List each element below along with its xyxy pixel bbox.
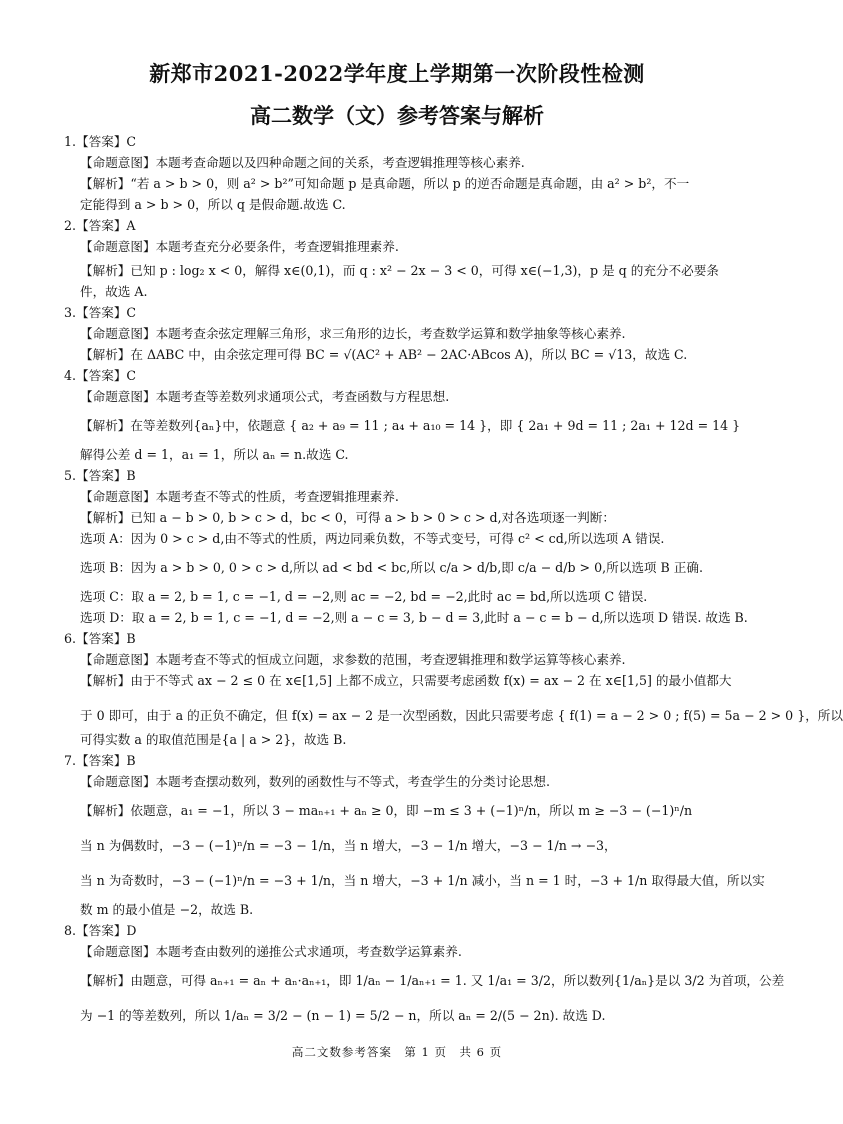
question-5 xyxy=(64,465,740,486)
analysis-line: 选项 C：取 a = 2, b = 1, c = −1, d = −2,则 ac = −2, bd = −2,此时 ac = bd,所以选项 C 错误. xyxy=(80,589,648,604)
question-number: 7. xyxy=(64,753,77,768)
analysis-line: 件，故选 A. xyxy=(80,284,148,299)
question-number: 3. xyxy=(64,305,77,320)
question-1 xyxy=(64,131,740,152)
question-number: 6. xyxy=(64,631,77,646)
question-number: 4. xyxy=(64,368,77,383)
page-footer: 高二文数参考答案 第 1 页 共 6 页 xyxy=(291,1045,503,1059)
analysis-line: 【解析】由题意，可得 aₙ₊₁ = aₙ + aₙ·aₙ₊₁，即 1/aₙ − 1/aₙ₊₁ = 1. 又 1/a₁ = 3/2，所以数列{1/aₙ}是以 3/2 为首项，公差 xyxy=(80,973,785,988)
analysis-line: 于 0 即可，由于 a 的正负不确定，但 f(x) = ax − 2 是一次型函数，因此只需要考虑 { f(1) = a − 2 > 0 ; f(5) = 5a − 2 > 0 }，所以 xyxy=(80,708,843,723)
intent-line: 【命题意图】本题考查等差数列求通项公式，考查函数与方程思想. xyxy=(80,389,450,404)
answer-content xyxy=(64,131,843,1026)
intent-line: 【命题意图】本题考查由数列的递推公式求通项，考查数学运算素养. xyxy=(80,944,462,959)
intent-line: 【命题意图】本题考查摆动数列，数列的函数性与不等式，考查学生的分类讨论思想. xyxy=(80,774,550,789)
analysis-line: 【解析】“若 a > b > 0，则 a² > b²”可知命题 p 是真命题，所以 p 的逆否命题是真命题，由 a² > b²，不一 xyxy=(80,176,690,191)
analysis-line: 【解析】依题意，a₁ = −1，所以 3 − maₙ₊₁ + aₙ ≥ 0，即 −m ≤ 3 + (−1)ⁿ/n，所以 m ≥ −3 − (−1)ⁿ/n xyxy=(80,803,693,818)
document-subtitle: 高二数学（文）参考答案与解析 xyxy=(250,103,544,128)
question-6 xyxy=(64,628,740,649)
answer-line: 【答案】C xyxy=(76,305,137,320)
analysis-line: 【解析】由于不等式 ax − 2 ≤ 0 在 x∈[1,5] 上都不成立，只需要考虑函数 f(x) = ax − 2 在 x∈[1,5] 的最小值都大 xyxy=(80,673,732,688)
question-number: 5. xyxy=(64,468,77,483)
analysis-line: 选项 D：取 a = 2, b = 1, c = −1, d = −2,则 a − c = 3, b − d = 3,此时 a − c = b − d,所以选项 D 错误. 故选 B. xyxy=(80,610,748,625)
answer-line: 【答案】B xyxy=(76,753,136,768)
question-number: 8. xyxy=(64,923,77,938)
intent-line: 【命题意图】本题考查命题以及四种命题之间的关系，考查逻辑推理等核心素养. xyxy=(80,155,525,170)
analysis-line: 为 −1 的等差数列，所以 1/aₙ = 3/2 − (n − 1) = 5/2 − n，所以 aₙ = 2/(5 − 2n). 故选 D. xyxy=(80,1008,606,1023)
analysis-line: 选项 A：因为 0 > c > d,由不等式的性质，两边同乘负数，不等式变号，可得 c² < cd,所以选项 A 错误. xyxy=(80,531,665,546)
answer-line: 【答案】A xyxy=(76,218,136,233)
answer-line: 【答案】B xyxy=(76,631,136,646)
analysis-line: 可得实数 a 的取值范围是{a | a > 2}，故选 B. xyxy=(80,732,347,747)
intent-line: 【命题意图】本题考查不等式的恒成立问题，求参数的范围，考查逻辑推理和数学运算等核心素养. xyxy=(80,652,626,667)
analysis-line: 【解析】已知 p : log₂ x < 0，解得 x∈(0,1)，而 q : x² − 2x − 3 < 0，可得 x∈(−1,3)，p 是 q 的充分不必要条 xyxy=(80,263,719,278)
answer-line: 【答案】B xyxy=(76,468,136,483)
analysis-line: 当 n 为奇数时，−3 − (−1)ⁿ/n = −3 + 1/n，当 n 增大，−3 + 1/n 减小，当 n = 1 时，−3 + 1/n 取得最大值，所以实 xyxy=(80,873,765,888)
question-7 xyxy=(64,750,740,771)
analysis-line: 【解析】在 ΔABC 中，由余弦定理可得 BC = √(AC² + AB² − 2AC·ABcos A)，所以 BC = √13，故选 C. xyxy=(80,347,688,362)
question-2 xyxy=(64,215,740,236)
analysis-line: 选项 B：因为 a > b > 0, 0 > c > d,所以 ad < bd < bc,所以 c/a > d/b,即 c/a − d/b > 0,所以选项 B 正确. xyxy=(80,560,703,575)
answer-line: 【答案】C xyxy=(76,134,137,149)
analysis-line: 【解析】在等差数列{aₙ}中，依题意 { a₂ + a₉ = 11 ; a₄ + a₁₀ = 14 }，即 { 2a₁ + 9d = 11 ; 2a₁ + 12d = 14 } xyxy=(80,418,741,433)
intent-line: 【命题意图】本题考查充分必要条件，考查逻辑推理素养. xyxy=(80,239,399,254)
question-3 xyxy=(64,302,740,323)
analysis-line: 数 m 的最小值是 −2，故选 B. xyxy=(80,902,254,917)
analysis-line: 当 n 为偶数时，−3 − (−1)ⁿ/n = −3 − 1/n，当 n 增大，−3 − 1/n 增大，−3 − 1/n → −3， xyxy=(80,838,617,853)
answer-line: 【答案】C xyxy=(76,368,137,383)
intent-line: 【命题意图】本题考查余弦定理解三角形，求三角形的边长，考查数学运算和数学抽象等核心素养. xyxy=(80,326,626,341)
analysis-line: 定能得到 a > b > 0，所以 q 是假命题.故选 C. xyxy=(80,197,346,212)
analysis-line: 【解析】已知 a − b > 0, b > c > d，bc < 0，可得 a > b > 0 > c > d,对各选项逐一判断： xyxy=(80,510,615,525)
question-number: 2. xyxy=(64,218,77,233)
question-8 xyxy=(64,920,740,941)
answer-line: 【答案】D xyxy=(76,923,137,938)
document-title: 新郑市2021-2022学年度上学期第一次阶段性检测 xyxy=(149,61,645,86)
analysis-line: 解得公差 d = 1，a₁ = 1，所以 aₙ = n.故选 C. xyxy=(80,447,349,462)
question-4 xyxy=(64,365,740,386)
intent-line: 【命题意图】本题考查不等式的性质，考查逻辑推理素养. xyxy=(80,489,399,504)
question-number: 1. xyxy=(64,134,77,149)
